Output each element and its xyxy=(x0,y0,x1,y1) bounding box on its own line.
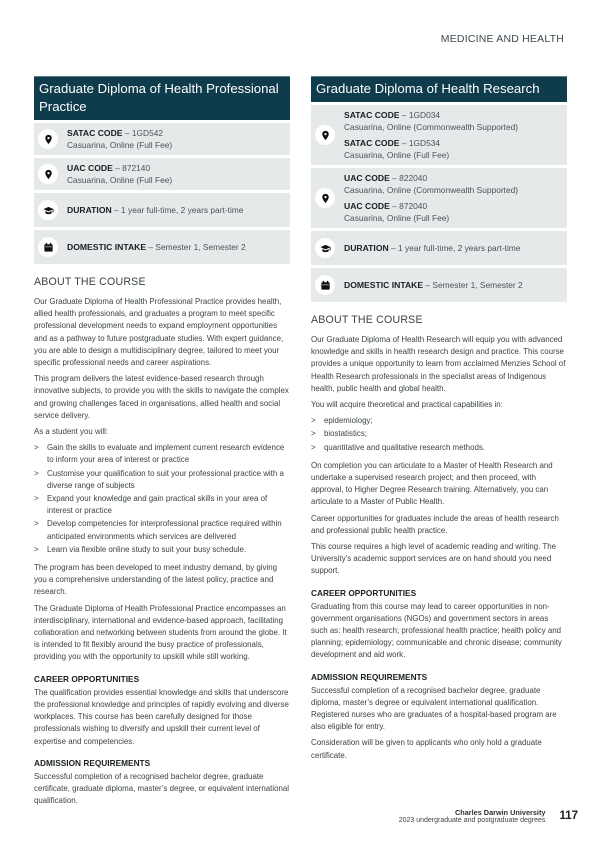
graduation-cap-icon xyxy=(315,238,335,258)
admission-heading: ADMISSION REQUIREMENTS xyxy=(311,671,428,682)
location-pin-icon xyxy=(38,164,58,184)
about-paragraph: As a student you will: xyxy=(34,427,109,437)
about-paragraph: Our Graduate Diploma of Health Research will equip you with advanced knowledge and skills in health research design and practice. This course provides a unique opportunity to learn from acclaimed Menzies School of Health Research professionals in the specialist areas of Indigenous health, public health and global health. xyxy=(311,335,566,393)
list-item: > epidemiology; xyxy=(311,415,567,427)
about-paragraph: You will acquire theoretical and practical capabilities in: xyxy=(311,400,503,410)
career-heading: CAREER OPPORTUNITIES xyxy=(34,673,140,684)
admission-text: Consideration will be given to applicants who only hold a graduate certificate. xyxy=(311,738,542,760)
info-row-uac xyxy=(34,158,290,190)
career-text: Graduating from this course may lead to career opportunities in non-government organisations (NGOs) and government sectors in areas such as: health research; professional health practice; health policy and planning; epidemiology; communicable and chronic disease; community development and aid work. xyxy=(311,601,562,660)
course-column-health-research xyxy=(311,76,567,766)
info-row-satac xyxy=(311,105,567,165)
info-label: UAC CODE xyxy=(344,173,390,183)
info-value: – 1GD542 xyxy=(122,128,164,138)
info-value: – 1GD034 xyxy=(399,110,441,120)
info-label: DURATION xyxy=(344,243,389,253)
info-label: SATAC CODE xyxy=(67,128,123,138)
info-value: – Semester 1, Semester 2 xyxy=(146,242,246,252)
info-detail: Casuarina, Online (Full Fee) xyxy=(67,140,173,150)
calendar-icon xyxy=(38,237,58,257)
info-detail: Casuarina, Online (Commonwealth Supported) xyxy=(344,185,519,195)
info-detail: Casuarina, Online (Full Fee) xyxy=(67,175,173,185)
list-item: > quantitative and qualitative research methods. xyxy=(311,442,567,454)
info-detail: Casuarina, Online (Commonwealth Supported) xyxy=(344,122,519,132)
list-item: > Develop competencies for interprofessional practice required within anticipated environments which services are delivered xyxy=(34,519,282,541)
body-paragraph: Career opportunities for graduates include the areas of health research and professional public health practice. xyxy=(311,513,559,535)
info-row-intake xyxy=(311,268,567,302)
body-paragraph: This course requires a high level of academic reading and writing. The University’s academic support services are on hand should you need support. xyxy=(311,542,557,576)
calendar-icon xyxy=(315,275,335,295)
university-name: Charles Darwin University xyxy=(455,808,546,817)
info-value: – Semester 1, Semester 2 xyxy=(423,280,523,290)
about-paragraph: Our Graduate Diploma of Health Professional Practice provides health, allied health professionals, and graduates a program to meet specific professional development needs to expand employment opportunities and as a pathway to future postgraduate studies. With expert guidance, you are able to design a multidisciplinary degree, tailored to meet your specific professional needs and career aspirations. xyxy=(34,297,284,368)
career-text: The qualification provides essential knowledge and skills that underscore the professional knowledge and principles of rapidly evolving and diverse workplaces. This course has been carefully designed for those professionals wishing to diversify and upskill their current level of expertise and competencies. xyxy=(34,687,289,746)
info-value: – 1 year full-time, 2 years part-time xyxy=(388,243,521,253)
chevron-right-icon: > xyxy=(34,519,39,529)
info-row-satac xyxy=(34,123,290,155)
admission-text: Successful completion of a recognised bachelor degree, graduate certificate, graduate diploma, master’s degree, or equivalent international qualification. xyxy=(34,771,289,806)
chevron-right-icon: > xyxy=(34,544,39,554)
admission-text: Successful completion of a recognised bachelor degree, graduate diploma, master’s degree or equivalent international qualification. Registered nurses who are graduates of a hospital-based program are also eligible for entry. xyxy=(311,685,557,732)
info-value: – 1GD534 xyxy=(399,138,441,148)
info-value: – 872040 xyxy=(389,201,428,211)
course-title: Graduate Diploma of Health Professional Practice xyxy=(34,76,290,120)
list-item: > biostatistics; xyxy=(311,428,567,440)
about-paragraph: This program delivers the latest evidence-based research through innovative subjects, to provide you with the skills to navigate the complex and growing challenges faced in organisations, allied health and social service delivery. xyxy=(34,374,289,420)
career-heading: CAREER OPPORTUNITIES xyxy=(311,587,417,598)
info-label: SATAC CODE xyxy=(344,110,400,120)
course-column-health-professional-practice xyxy=(34,76,290,811)
info-label: DOMESTIC INTAKE xyxy=(67,242,147,252)
chevron-right-icon: > xyxy=(311,429,316,439)
info-value: – 822040 xyxy=(389,173,428,183)
admission-heading: ADMISSION REQUIREMENTS xyxy=(34,757,151,768)
list-item: > Customise your qualification to suit your professional practice with a diverse range of subjects xyxy=(34,468,284,490)
bullet-list xyxy=(34,442,290,556)
chevron-right-icon: > xyxy=(311,442,316,452)
info-row-duration xyxy=(311,231,567,265)
info-detail: Casuarina, Online (Full Fee) xyxy=(344,150,450,160)
info-label: DOMESTIC INTAKE xyxy=(344,280,424,290)
about-heading: ABOUT THE COURSE xyxy=(34,276,146,288)
info-label: DURATION xyxy=(67,205,112,215)
list-item: > Gain the skills to evaluate and implement current research evidence to inform your area of interest or practice xyxy=(34,443,285,465)
chevron-right-icon: > xyxy=(34,443,39,453)
location-pin-icon xyxy=(315,188,335,208)
info-value: – 872140 xyxy=(112,163,151,173)
list-item: > Learn via flexible online study to suit your busy schedule. xyxy=(34,544,290,556)
chevron-right-icon: > xyxy=(34,494,39,504)
info-label: UAC CODE xyxy=(344,201,390,211)
bullet-list xyxy=(311,415,567,454)
page-number: 117 xyxy=(559,810,578,822)
chevron-right-icon: > xyxy=(311,416,316,426)
list-item: > Expand your knowledge and gain practical skills in your area of interest or practice xyxy=(34,494,268,516)
page-footer xyxy=(399,808,578,824)
publication-title: 2023 undergraduate and postgraduate degrees xyxy=(398,817,546,824)
info-row-duration xyxy=(34,193,290,227)
info-value: – 1 year full-time, 2 years part-time xyxy=(111,205,244,215)
location-pin-icon xyxy=(38,129,58,149)
body-paragraph: The Graduate Diploma of Health Professional Practice encompasses an interdisciplinary, international and evidence-based approach, facilitating collaboration and networking between students from around the globe. It is intended to fit flexibly around the busy practice of professionals, providing you with the opportunity to upskill while still working. xyxy=(34,603,287,662)
graduation-cap-icon xyxy=(38,200,58,220)
info-label: UAC CODE xyxy=(67,163,113,173)
chevron-right-icon: > xyxy=(34,468,39,478)
location-pin-icon xyxy=(315,125,335,145)
info-detail: Casuarina, Online (Full Fee) xyxy=(344,213,450,223)
info-label: SATAC CODE xyxy=(344,138,400,148)
body-paragraph: On completion you can articulate to a Master of Health Research and undertake a supervised research project; and then proceed, with approval, to Higher Degree Research training. Alternatively, you can articulate to a Master of Public Health. xyxy=(311,460,553,507)
course-title: Graduate Diploma of Health Research xyxy=(311,76,567,102)
info-row-uac xyxy=(311,168,567,228)
body-paragraph: The program has been developed to meet industry demand, by giving you a comprehensive understanding of the latest policy, practice and research. xyxy=(34,563,278,597)
about-heading: ABOUT THE COURSE xyxy=(311,314,423,326)
info-row-intake xyxy=(34,230,290,264)
section-tag: MEDICINE AND HEALTH xyxy=(440,33,564,45)
